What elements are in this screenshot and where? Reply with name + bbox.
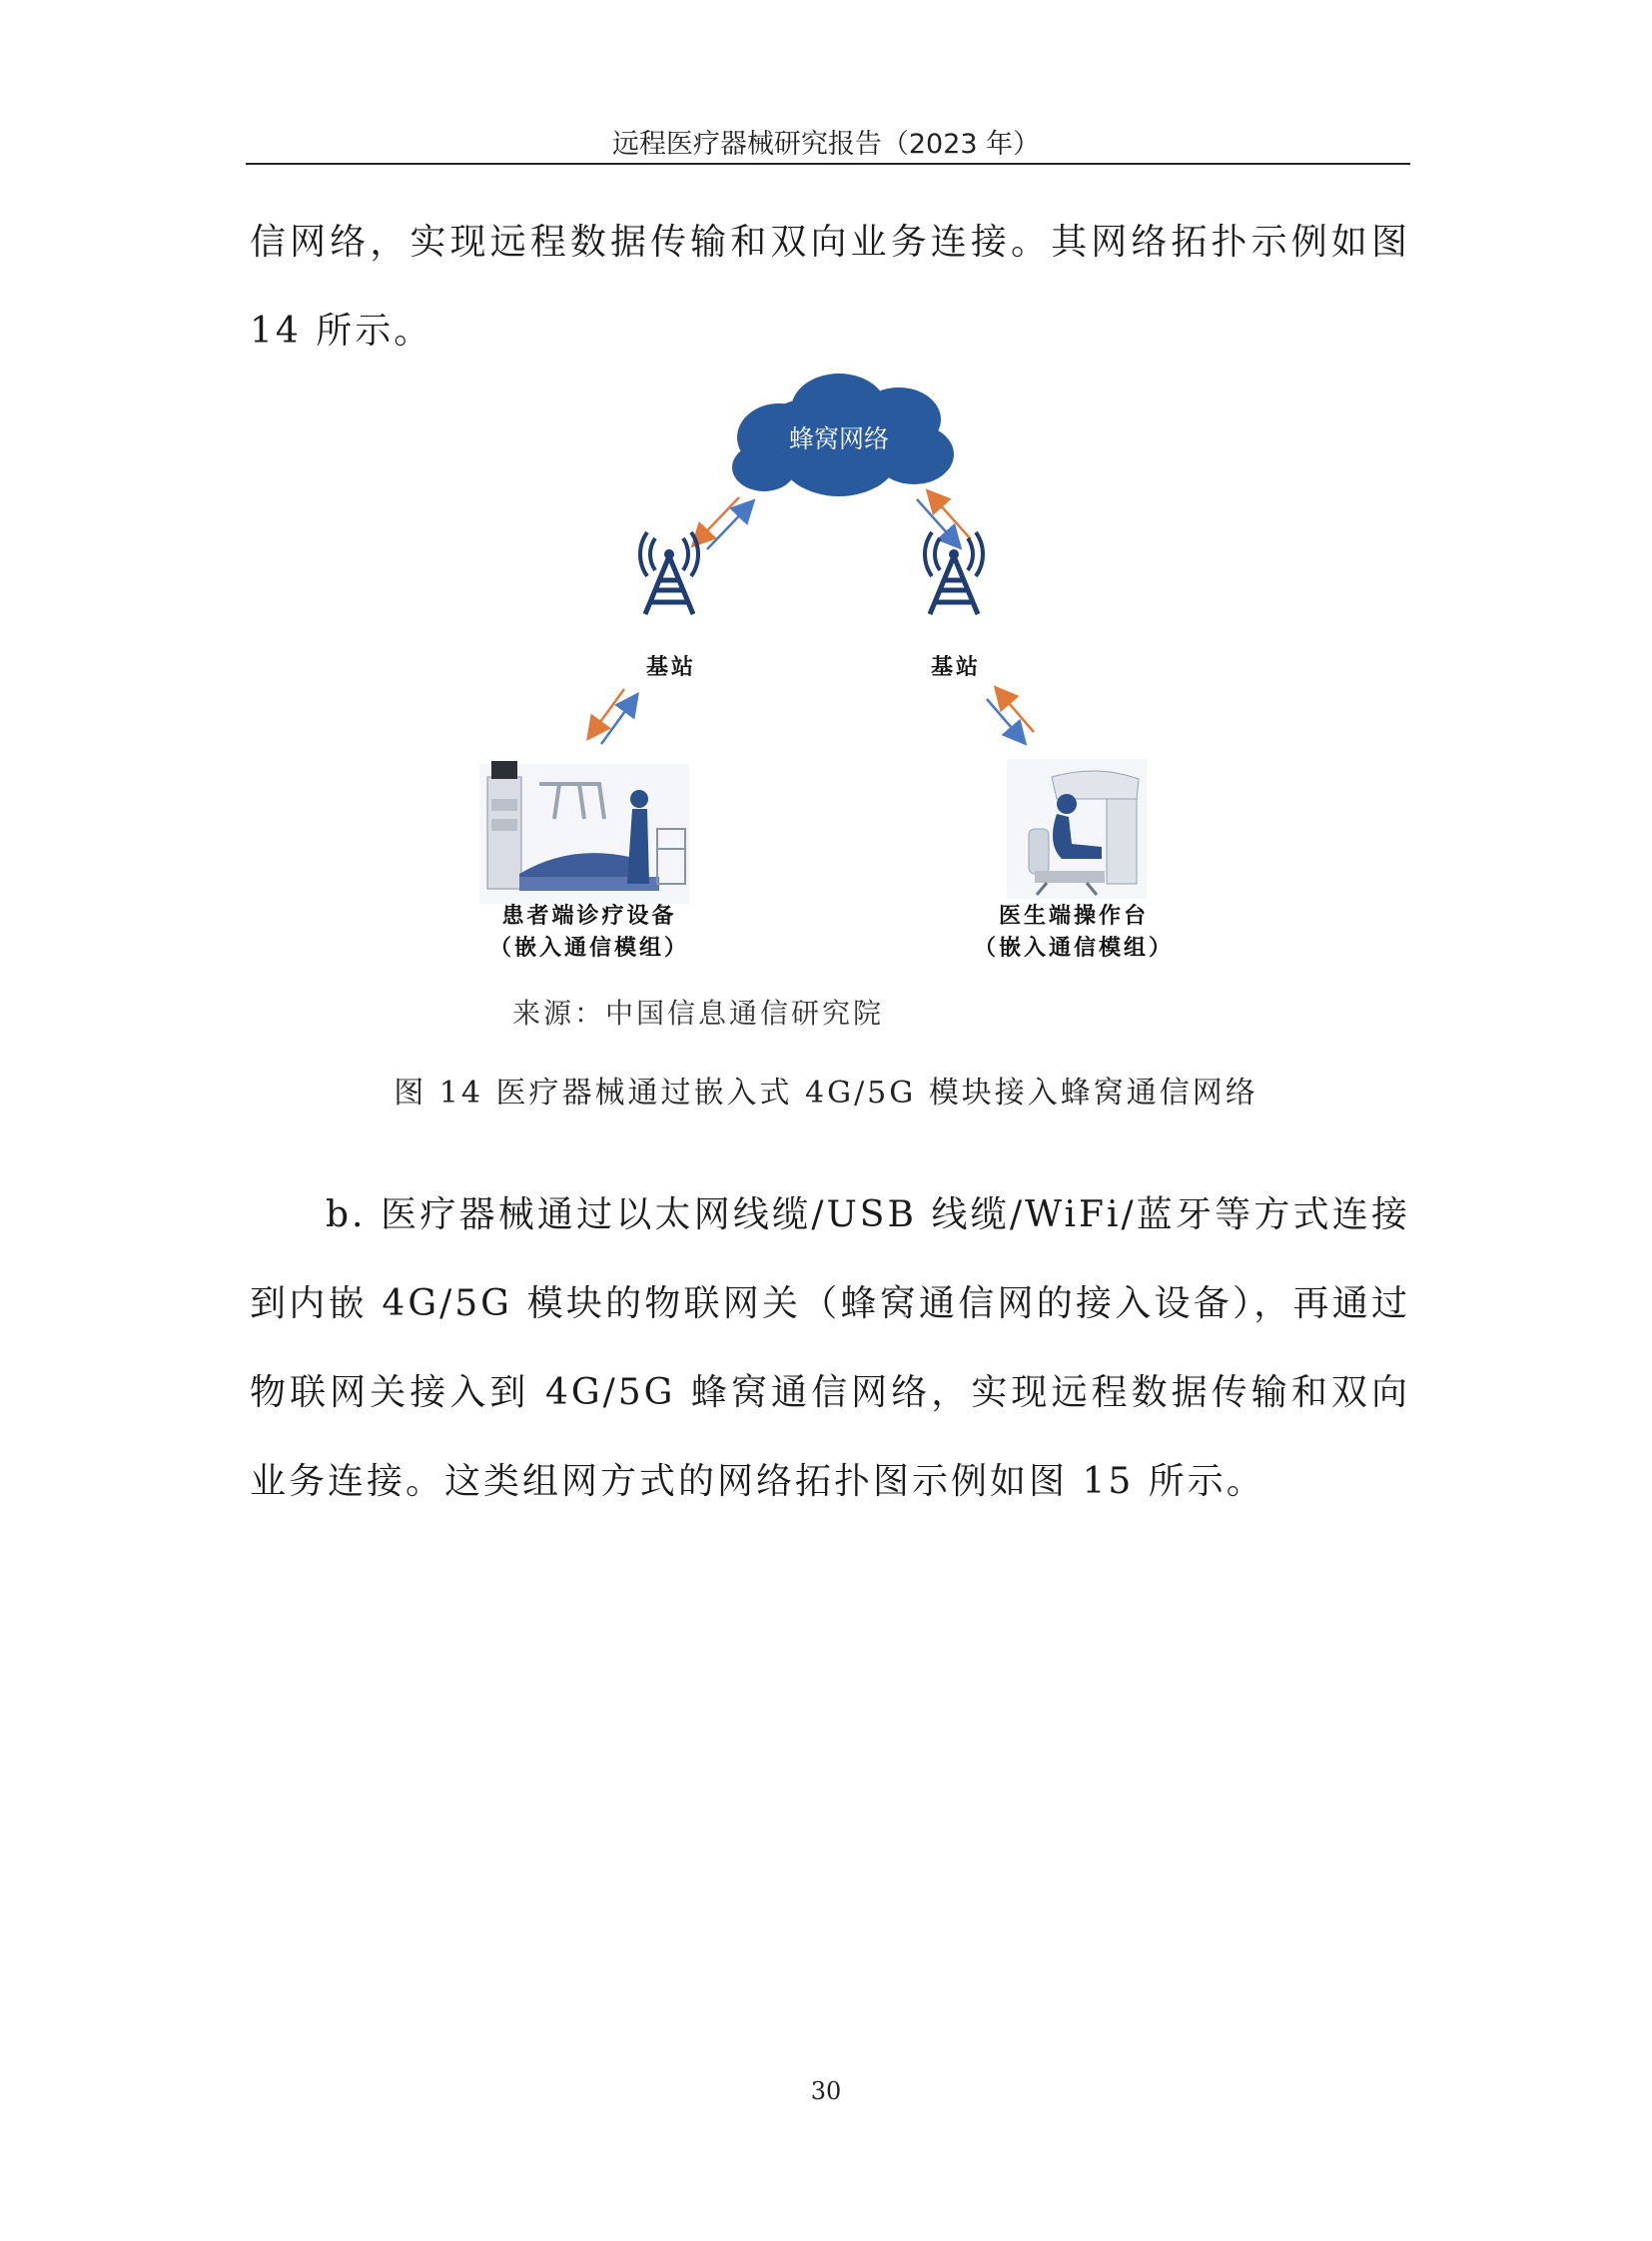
patient-device-illustration [479, 761, 689, 904]
link-arrows-right-top [917, 492, 971, 546]
patient-device-label-line2: （嵌入通信模组） [488, 936, 689, 961]
base-station-left-icon [640, 532, 698, 614]
doctor-console-label-line2: （嵌入通信模组） [973, 936, 1174, 961]
doctor-console-label-line1: 医生端操作台 [998, 904, 1149, 929]
page-number: 30 [810, 2077, 842, 2105]
patient-device-label [469, 901, 709, 965]
doctor-console-illustration [1007, 759, 1147, 899]
doctor-console-label [954, 901, 1194, 965]
base-station-right-icon [925, 532, 983, 614]
header-title: 远程医疗器械研究报告（2023 年） [611, 129, 1041, 160]
figure-source: 来源：中国信息通信研究院 [512, 997, 885, 1030]
header-divider [246, 163, 1410, 165]
link-arrows-left-bottom [589, 689, 636, 744]
link-arrows-right-bottom [987, 689, 1034, 742]
base-station-left-label: 基站 [645, 655, 696, 680]
body-paragraph-1: 信网络，实现远程数据传输和双向业务连接。其网络拓扑示例如图 14 所示。 [250, 222, 1410, 352]
figure-caption: 图 14 医疗器械通过嵌入式 4G/5G 模块接入蜂窝通信网络 [394, 1076, 1258, 1111]
cloud-label: 蜂窝网络 [788, 424, 889, 453]
base-station-right-label: 基站 [930, 655, 981, 680]
body-paragraph-2: b. 医疗器械通过以太网线缆/USB 线缆/WiFi/蓝牙等方式连接到内嵌 4G/5G 模块的物联网关（蜂窝通信网的接入设备），再通过物联网关接入到 4G/5G 蜂窝通信网络，实现远程数据传输和双向业务连接。这类组网方式的网络拓扑图示例如图 15 所示。 [250, 1194, 1410, 1502]
figure-14 [439, 360, 1219, 1059]
patient-device-label-line1: 患者端诊疗设备 [501, 904, 677, 929]
link-arrows-left-top [694, 497, 752, 549]
